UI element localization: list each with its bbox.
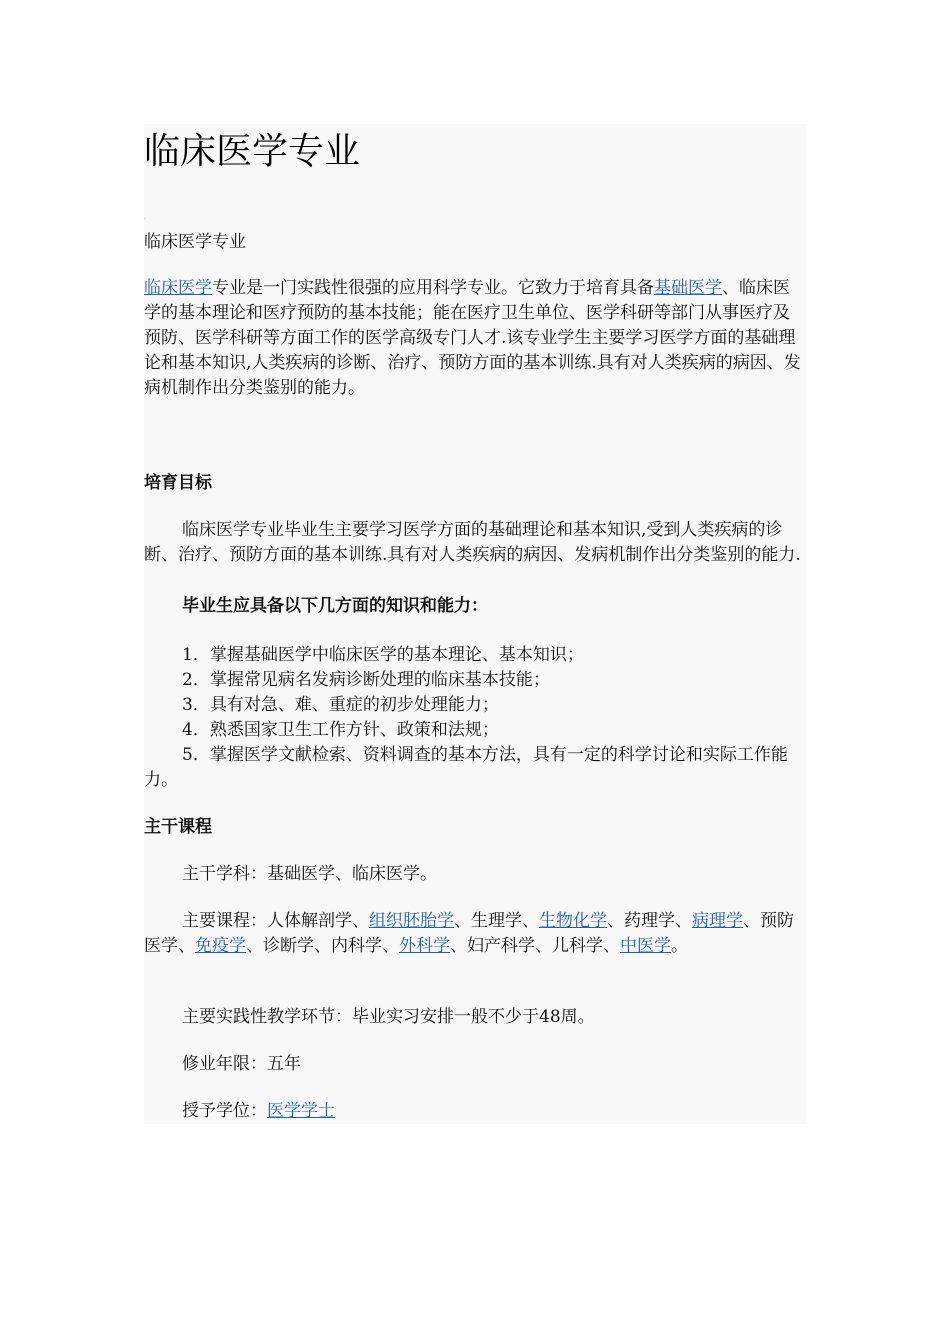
abilities-subheading: 毕业生应具备以下几方面的知识和能力：: [182, 596, 488, 616]
intro-text-1: 专业是一门实践性很强的应用科学专业。它致力于培育具备: [212, 278, 654, 298]
abilities-list: [144, 643, 806, 793]
link-surgery[interactable]: 外科学: [399, 936, 450, 956]
link-immunology[interactable]: 免疫学: [195, 936, 246, 956]
practice-info: 主要实践性教学环节：毕业实习安排一般不少于48周。: [182, 1007, 595, 1027]
intro-paragraph: [144, 276, 806, 401]
courses-text: 、药理学、: [607, 911, 692, 931]
courses-text: 、生理学、: [454, 911, 539, 931]
link-histology-embryology[interactable]: 组织胚胎学: [369, 911, 454, 931]
list-item: 4．熟悉国家卫生工作方针、政策和法规；: [182, 720, 499, 740]
link-basic-medicine[interactable]: 基础医学: [654, 278, 722, 298]
main-subjects: 主干学科：基础医学、临床医学。: [182, 864, 437, 884]
link-biochemistry[interactable]: 生物化学: [539, 911, 607, 931]
link-chinese-medicine[interactable]: 中医学: [620, 936, 671, 956]
study-duration: 修业年限：五年: [182, 1054, 301, 1074]
list-item: 3．具有对急、难、重症的初步处理能力；: [182, 695, 499, 715]
page-title: 临床医学专业: [144, 131, 361, 172]
courses-text: 、预防医学、: [144, 911, 794, 956]
article-body: [144, 124, 806, 1124]
list-item: 2．掌握常见病名发病诊断处理的临床基本技能；: [182, 670, 550, 690]
courses-text: 。: [671, 936, 688, 956]
section-heading-courses: 主干课程: [144, 817, 212, 837]
list-item: 5．掌握医学文献检索、资料调查的基本方法，具有一定的科学讨论和实际工作能力。: [144, 745, 788, 790]
degree-info: [144, 1099, 806, 1124]
courses-text: 、诊断学、内科学、: [246, 936, 399, 956]
main-courses-paragraph: [144, 909, 806, 959]
courses-text: 主要课程：人体解剖学、: [182, 911, 369, 931]
list-item: 1．掌握基础医学中临床医学的基本理论、基本知识；: [182, 645, 584, 665]
goals-paragraph: 临床医学专业毕业生主要学习医学方面的基础理论和基本知识,受到人类疾病的诊断、治疗、预防方面的基本训练.具有对人类疾病的病因、发病机制作出分类鉴别的能力.: [144, 520, 801, 565]
link-bachelor-of-medicine[interactable]: 医学学士: [267, 1101, 335, 1121]
courses-text: 、妇产科学、儿科学、: [450, 936, 620, 956]
link-clinical-medicine[interactable]: 临床医学: [144, 278, 212, 298]
section-heading-goals: 培育目标: [144, 473, 212, 493]
degree-label: 授予学位：: [182, 1101, 267, 1121]
intro-text-2: 、临床医学的基本理论和医疗预防的基本技能；能在医疗卫生单位、医学科研等部门从事医疗及预防、医学科研等方面工作的医学高级专门人才.该专业学生主要学习医学方面的基础理论和基本知识,人类疾病的诊断、治疗、预防方面的基本训练.具有对人类疾病的病因、发病机制作出分类鉴别的能力。: [144, 278, 801, 398]
divider-dot: .: [144, 214, 146, 221]
link-pathology[interactable]: 病理学: [692, 911, 743, 931]
subtitle: 临床医学专业: [144, 232, 246, 252]
